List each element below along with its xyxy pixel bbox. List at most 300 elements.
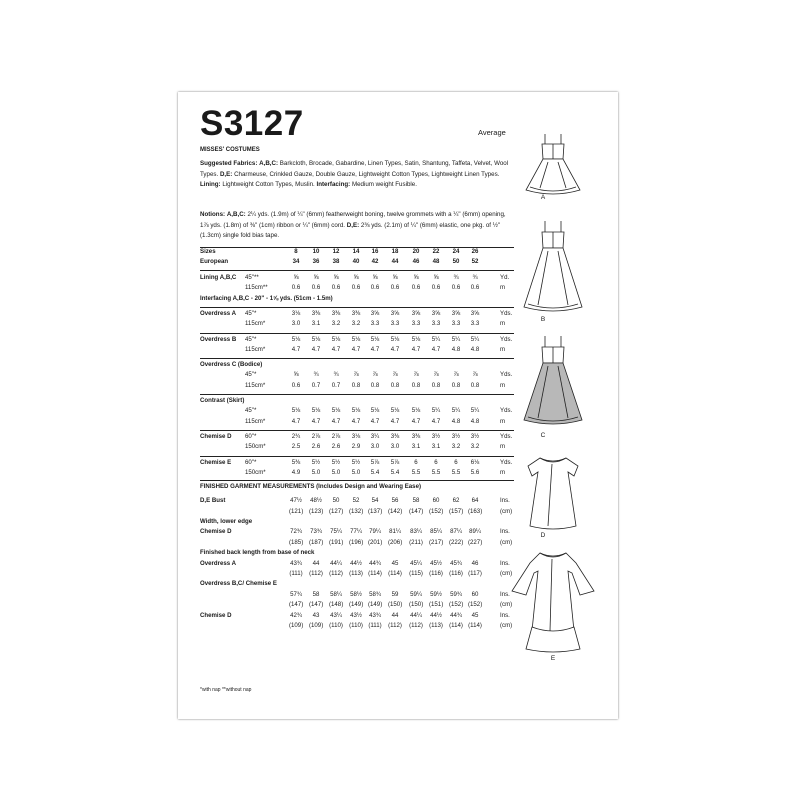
yardage-cell: 3⅝ [451,309,461,317]
measurement-unit: (cm) [500,601,513,609]
yardage-cell: 3⅝ [411,309,421,317]
yardage-cell: ⅝ [372,274,378,281]
yardage-cell: 0.6 [291,284,301,292]
yardage-cell: 5½ [351,458,361,466]
yardage-cell: 4.7 [411,345,421,353]
measurement-cell: (187) [309,538,324,546]
yardage-cell: 4.7 [331,417,341,425]
fabric-width: 45"* [245,309,257,317]
yardage-cell: 3.0 [291,320,301,328]
measurements-title: FINISHED GARMENT MEASUREMENTS (Includes Design and Wearing Ease) [200,483,421,491]
measurement-cell: 58¼ [330,590,342,598]
view-a-label: A [540,194,546,201]
european-cell: 40 [352,258,360,265]
yardage-cell: 5⅜ [291,458,301,466]
notions-label: Notions: [200,211,226,218]
measurement-cell: 45¼ [410,559,422,567]
yardage-cell: ⅞ [392,371,398,379]
notions-abc-label: A,B,C: [226,211,246,218]
measurement-row [200,622,516,632]
measurement-cell: (211) [409,538,423,546]
measurement-cell: 87¼ [450,528,462,536]
yardage-cell: ⅞ [353,371,359,379]
measurement-cell: (112) [329,569,343,577]
yardage-cell: 4.7 [390,345,400,353]
fabric-width: 45"* [245,335,257,343]
measurement-cell: (151) [429,601,444,609]
yardage-cell: 3.3 [370,320,380,328]
table-rule [200,480,514,481]
size-cell: 10 [312,248,320,255]
yardage-cell: 4.7 [411,417,421,425]
measurement-cell: 44 [312,559,320,567]
table-row [200,433,516,443]
table-row [200,336,516,346]
yardage-cell: 5⅛ [351,407,361,415]
yardage-cell: 3.3 [470,320,480,328]
yardage-cell: 0.7 [311,381,321,389]
yardage-cell: ⅝ [293,274,299,281]
yardage-cell: 3⅜ [351,309,361,317]
fabrics-abc-label: A,B,C: [259,160,279,167]
yardage-cell: ⅝ [333,274,339,281]
table-rule [200,333,514,334]
yardage-cell: ⅝ [413,274,419,281]
yardage-cell: 3.0 [390,443,400,451]
table-row [200,274,516,284]
measurement-cell: 43¾ [290,559,302,567]
yardage-cell: ¾ [333,371,339,379]
measurement-cell: 45½ [430,559,442,567]
european-cell: 46 [412,258,420,265]
pattern-number: S3127 [200,104,304,143]
sizes-row [200,248,516,258]
yardage-cell: 4.8 [470,417,480,425]
table-row [200,320,516,330]
measurement-row [200,580,516,590]
measurement-cell: 44 [391,611,399,619]
measurement-label: D,E Bust [200,497,226,505]
category-title: MISSES' COSTUMES [200,147,260,153]
yardage-cell: 5⅛ [411,335,421,343]
unit-cell: m [500,381,506,389]
measurement-unit: (cm) [500,621,513,629]
view-d-label: D [540,532,546,539]
view-e-label: E [550,655,556,662]
european-cell: 36 [312,258,320,265]
row-label: Chemise E [200,458,232,466]
measurement-unit: Ins. [500,590,510,598]
measurement-cell: (148) [329,601,344,609]
yardage-cell: 0.6 [291,381,301,389]
yardage-cell: 5.0 [331,468,341,476]
yardage-cell: 5.0 [351,468,361,476]
yardage-cell: 0.6 [390,284,400,292]
yardage-cell: 6 [414,458,418,466]
measurement-cell: 46 [471,559,479,567]
unit-cell: m [500,468,506,476]
yardage-cell: 0.8 [390,381,400,389]
measurement-row [200,591,516,601]
table-rule [200,307,514,308]
table-row [200,459,516,469]
yardage-cell: 4.7 [291,417,301,425]
yardage-cell: 5¼ [470,407,480,415]
yardage-cell: 5½ [331,458,341,466]
measurement-row [200,508,516,518]
table-row [200,361,516,371]
measurement-cell: (137) [368,507,383,515]
table-row [200,295,516,305]
view-c-label: C [540,432,546,439]
measurement-cell: 59¼ [410,590,422,598]
measurement-row [200,570,516,580]
european-cell: 38 [332,258,340,265]
pattern-envelope-back [178,92,618,719]
european-cell: 52 [471,258,479,265]
sizes-label: Sizes [200,248,216,255]
size-cell: 26 [471,248,479,255]
yardage-cell: 5.5 [411,468,421,476]
unit-cell: m [500,345,506,353]
yardage-cell: 0.6 [370,284,380,292]
yardage-cell: 2¾ [291,432,301,440]
yardage-cell: 3⅝ [390,309,400,317]
measurement-cell: 52 [352,497,360,505]
measurement-row [200,539,516,549]
measurement-row [200,528,516,538]
table-row [200,382,516,392]
yardage-cell: 5¼ [451,335,461,343]
unit-cell: m [500,284,506,292]
measurement-cell: (196) [349,538,364,546]
fabric-width: 115cm* [245,320,266,328]
row-label: Overdress B [200,335,237,343]
yardage-cell: 3⅜ [331,309,341,317]
measurement-cell: 44¼ [330,559,342,567]
yardage-cell: 0.6 [431,284,441,292]
yardage-cell: 0.7 [331,381,341,389]
measurement-cell: (111) [368,621,382,629]
yardage-cell: 0.8 [431,381,441,389]
measurement-cell: 89¼ [469,528,481,536]
measurement-cell: (185) [289,538,304,546]
yardage-cell: 4.8 [470,345,480,353]
measurement-cell: 42¾ [290,611,302,619]
yardage-cell: 5.6 [470,468,480,476]
measurement-cell: (206) [388,538,403,546]
yardage-cell: 0.8 [411,381,421,389]
measurement-label: Width, lower edge [200,517,253,525]
unit-cell: m [500,320,506,328]
measurement-label: Chemise D [200,611,232,619]
fabrics-de-text: Charmeuse, Crinkled Gauze, Double Gauze, Lightweight Cotton Types, Lightweight Linen Types. [234,170,500,178]
yardage-cell: 6⅛ [470,458,480,466]
measurement-cell: (114) [368,569,382,577]
yardage-cell: 5¼ [451,407,461,415]
size-cell: 20 [412,248,420,255]
yardage-cell: ¾ [472,274,478,281]
yardage-cell: 4.7 [331,345,341,353]
table-row [200,310,516,320]
yardage-cell: 6 [434,458,438,466]
yardage-cell: 0.6 [311,284,321,292]
yardage-cell: 5⅛ [390,407,400,415]
yardage-cell: 5⅛ [311,407,321,415]
measurement-cell: (112) [309,569,323,577]
measurement-cell: (114) [449,621,463,629]
measurement-cell: (150) [409,601,424,609]
view-b-drawing [518,219,588,317]
yardage-cell: ⅝ [392,274,398,281]
european-cell: 50 [452,258,460,265]
measurement-cell: 45 [391,559,399,567]
measurement-cell: (152) [468,601,483,609]
measurement-cell: 50 [332,497,340,505]
yardage-cell: 0.8 [451,381,461,389]
lining-label: Lining: [200,181,221,189]
yardage-cell: 3½ [470,432,480,440]
measurement-cell: 59 [391,590,399,598]
measurement-cell: 47½ [290,497,302,505]
measurement-cell: 43¼ [330,611,342,619]
yardage-cell: 0.8 [351,381,361,389]
measurement-cell: 58½ [350,590,362,598]
yardage-cell: 3⅝ [470,309,480,317]
yardage-cell: 3¼ [370,432,380,440]
measurement-cell: 72¾ [290,528,302,536]
yardage-cell: 3.2 [331,320,341,328]
measurement-cell: 43 [312,611,320,619]
view-b-label: B [540,316,546,323]
yardage-cell: 5.5 [451,468,461,476]
yardage-cell: 5¼ [470,335,480,343]
yardage-cell: ⅞ [472,371,478,379]
table-row [200,418,516,428]
size-cell: 12 [332,248,340,255]
yardage-cell: 3⅜ [390,432,400,440]
fabric-width: 150cm* [245,468,266,476]
interfacing-label: Interfacing: [316,181,351,189]
yardage-cell: 5⅛ [311,335,321,343]
measurement-row [200,601,516,611]
european-cell: 44 [391,258,399,265]
measurement-cell: 57¾ [290,590,302,598]
measurement-cell: 44¾ [450,611,462,619]
yardage-cell: 5⅛ [351,335,361,343]
size-cell: 8 [294,248,298,255]
yardage-cell: 4.7 [311,345,321,353]
measurement-cell: (152) [449,601,464,609]
measurement-cell: (123) [309,507,324,515]
yardage-cell: 5¼ [431,407,441,415]
measurement-unit: Ins. [500,611,510,619]
measurement-cell: 83¼ [410,528,422,536]
yardage-cell: 4.7 [351,417,361,425]
yardage-cell: 0.8 [470,381,480,389]
measurement-cell: 77¼ [350,528,362,536]
unit-cell: Yds. [500,458,513,466]
fabrics-de-label: D,E: [219,170,233,178]
fabric-width: 45"* [245,371,257,379]
unit-cell: Yd. [500,274,510,281]
measurement-cell: (163) [468,507,483,515]
fabric-width: 60"* [245,432,257,440]
table-rule [200,430,514,431]
yardage-cell: 4.7 [431,417,441,425]
fabric-width: 45"* [245,407,257,415]
yardage-cell: 3⅜ [311,309,321,317]
measurement-cell: 59¾ [450,590,462,598]
yardage-cell: ⅝ [293,371,299,379]
yardage-cell: ⅞ [413,371,419,379]
yardage-cell: ⅝ [313,274,319,281]
measurement-unit: Ins. [500,528,510,536]
measurement-cell: 44½ [350,559,362,567]
measurement-label: Overdress B,C/ Chemise E [200,580,277,588]
measurement-cell: 44¾ [369,559,381,567]
measurement-unit: (cm) [500,507,513,515]
yardage-cell: 3.3 [451,320,461,328]
measurement-label: Chemise D [200,528,232,536]
yardage-cell: 5⅛ [370,407,380,415]
measurement-label: Finished back length from base of neck [200,549,315,557]
measurement-cell: 73¾ [310,528,322,536]
measurement-row [200,497,516,507]
yardage-cell: 0.6 [470,284,480,292]
fabric-width: 150cm* [245,443,266,451]
unit-cell: m [500,417,506,425]
european-cell: 48 [432,258,440,265]
fabric-width: 60"* [245,458,257,466]
yardage-cell: 3⅛ [351,432,361,440]
yardage-cell: 4.8 [451,345,461,353]
measurement-cell: 45¾ [450,559,462,567]
notions [200,210,514,242]
table-row [200,469,516,479]
table-row [200,443,516,453]
table-row [200,407,516,417]
view-e-drawing [510,547,596,655]
measurement-cell: (227) [468,538,483,546]
yardage-cell: 5⅞ [370,458,380,466]
yardage-cell: 3⅛ [291,309,301,317]
table-row [200,284,516,294]
yardage-cell: 3.2 [470,443,480,451]
fabric-width: 115cm* [245,417,266,425]
row-label: Interfacing A,B,C - 20" - 1⅝ yds. (51cm - 1.5m) [200,294,333,302]
fabric-width: 115cm** [245,284,268,292]
row-label: Contrast (Skirt) [200,397,245,404]
measurement-cell: (111) [289,569,303,577]
yardage-cell: 4.8 [451,417,461,425]
footnote: *with nap **without nap [200,687,252,693]
measurement-cell: 64 [471,497,479,505]
yardage-cell: 3⅝ [370,309,380,317]
measurement-cell: (109) [309,621,324,629]
measurement-cell: 60 [432,497,440,505]
yardage-cell: 5⅞ [390,458,400,466]
measurement-unit: Ins. [500,559,510,567]
european-label: European [200,258,229,265]
measurement-cell: 75¼ [330,528,342,536]
measurement-cell: 79¼ [369,528,381,536]
yardage-cell: 3.3 [411,320,421,328]
european-cell: 42 [371,258,379,265]
measurement-cell: (132) [349,507,364,515]
measurement-cell: (149) [368,601,383,609]
yardage-cell: 3.0 [370,443,380,451]
measurement-cell: 58 [412,497,420,505]
table-rule [200,456,514,457]
measurement-cell: (152) [429,507,444,515]
measurement-cell: (121) [289,507,304,515]
yardage-cell: 2.6 [331,443,341,451]
yardage-cell: 3⅜ [411,432,421,440]
yardage-cell: 3.1 [411,443,421,451]
yardage-cell: 3.2 [351,320,361,328]
yardage-cell: 5⅛ [390,335,400,343]
fabrics-abc-text: Barkcloth, Brocade, Gabardine, Linen Types, Satin, Shantung, Taffeta, Velvet, Wool Types. [200,160,509,178]
yardage-cell: ⅝ [433,274,439,281]
row-label: Chemise D [200,432,232,440]
yardage-cell: 5⅛ [291,335,301,343]
yardage-cell: 3.3 [431,320,441,328]
yardage-cell: 5⅛ [411,407,421,415]
yardage-cell: 5.4 [370,468,380,476]
notions-de-text: 2⅜ yds. (2.1m) of ¼" (6mm) elastic, one pkg. of ½" (1.3cm) single fold bias tape. [200,221,501,240]
fabric-width: 115cm* [245,345,266,353]
yardage-cell: 0.6 [451,284,461,292]
measurement-cell: (117) [468,569,482,577]
measurement-row [200,560,516,570]
row-label: Overdress C (Bodice) [200,361,263,369]
yardage-cell: 5½ [311,458,321,466]
view-c-drawing [518,334,588,430]
measurement-cell: (114) [388,569,402,577]
measurement-unit: (cm) [500,569,513,577]
measurement-cell: (149) [349,601,364,609]
yardage-cell: 4.7 [311,417,321,425]
measurement-cell: (147) [289,601,304,609]
yardage-cell: 0.6 [411,284,421,292]
measurement-cell: 44¼ [410,611,422,619]
table-rule [200,358,514,359]
yardage-cell: 0.6 [351,284,361,292]
yardage-cell: 2.9 [351,443,361,451]
measurement-cell: (201) [368,538,383,546]
yardage-cell: 4.7 [390,417,400,425]
fabric-width: 45"** [245,274,259,281]
measurement-cell: 58 [312,590,320,598]
fabrics-label: Suggested Fabrics: [200,160,258,167]
measurement-cell: 58¾ [369,590,381,598]
view-d-drawing [518,452,588,534]
size-cell: 14 [352,248,360,255]
measurement-unit: (cm) [500,538,513,546]
yardage-cell: 4.7 [370,345,380,353]
measurement-label: Overdress A [200,559,237,567]
yardage-cell: ¾ [313,371,319,379]
measurement-cell: (116) [429,569,443,577]
measurement-cell: 44½ [430,611,442,619]
measurement-cell: (109) [289,621,304,629]
measurement-row [200,612,516,622]
table-row [200,397,516,407]
yardage-cell: 3.1 [431,443,441,451]
measurement-cell: (114) [468,621,482,629]
measurement-cell: (191) [329,538,344,546]
